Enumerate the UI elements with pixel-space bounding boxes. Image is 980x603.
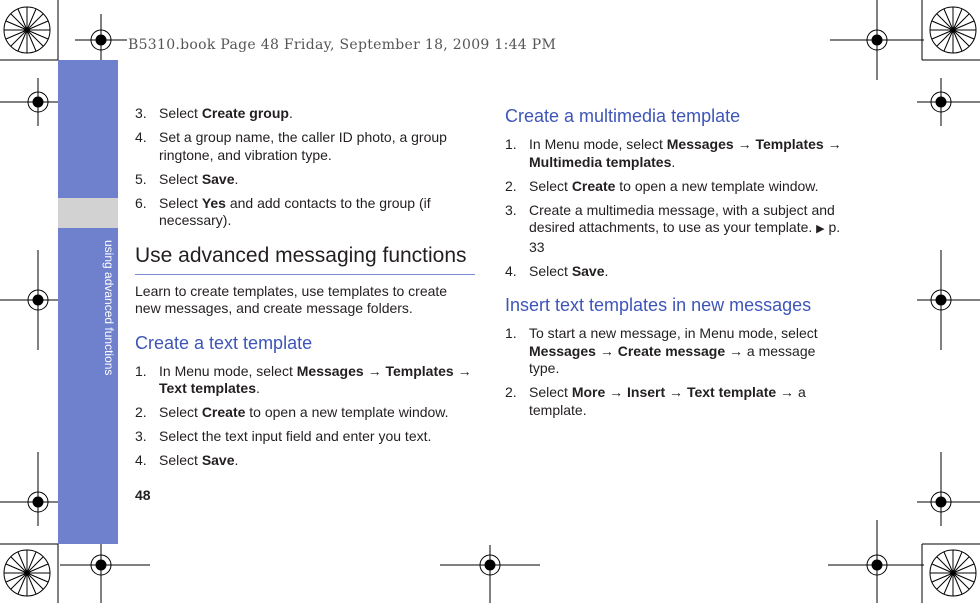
step-number: 6.	[135, 194, 147, 211]
step-text: Select Yes and add contacts to the group (if necessary).	[159, 194, 431, 228]
step-text: Select More → Insert → Text template → a template.	[529, 384, 806, 418]
step-text: In Menu mode, select Messages → Templates → Text templates.	[159, 362, 472, 396]
section-title: Use advanced messaging functions	[135, 244, 475, 275]
crosshair-icon	[75, 14, 127, 66]
step-text: Create a multimedia message, with a subject and desired attachments, to use as your template. ▶ p. 33	[529, 201, 841, 255]
list-item	[505, 325, 845, 378]
step-number: 5.	[135, 170, 147, 187]
step-number: 2.	[505, 384, 517, 400]
list-item	[135, 452, 475, 470]
list-item	[505, 178, 845, 196]
list-item	[135, 363, 475, 398]
step-number: 4.	[135, 452, 147, 468]
list-item	[135, 105, 475, 123]
list-item	[505, 136, 845, 171]
step-number: 1.	[505, 325, 517, 341]
crosshair-icon	[917, 78, 980, 126]
starburst-icon	[4, 550, 50, 596]
step-number: 3.	[135, 105, 147, 121]
crosshair-icon	[828, 520, 924, 603]
step-number: 2.	[505, 177, 517, 194]
step-number: 4.	[505, 262, 517, 279]
right-column	[505, 105, 845, 426]
step-number: 1.	[135, 362, 147, 379]
step-text: Select Create group.	[159, 105, 293, 121]
subsection-title: Insert text templates in new messages	[505, 295, 812, 315]
section-intro: Learn to create templates, use templates to create new messages, and create message folders.	[135, 282, 448, 316]
step-number: 2.	[135, 404, 147, 420]
list-item	[135, 129, 475, 164]
crosshair-icon	[0, 452, 62, 526]
step-number: 4.	[135, 129, 147, 145]
crosshair-icon	[440, 545, 540, 603]
step-text: Select Save.	[159, 452, 239, 468]
starburst-icon	[930, 550, 976, 596]
crosshair-icon	[917, 250, 980, 350]
step-text: Select Create to open a new template window.	[529, 177, 819, 194]
left-column	[135, 105, 475, 476]
step-text: To start a new message, in Menu mode, select Messages → Create message → a message type.	[529, 325, 818, 376]
subsection-title: Create a multimedia template	[505, 106, 741, 126]
list-item	[505, 263, 845, 281]
step-number: 3.	[135, 428, 147, 444]
crosshair-icon	[917, 452, 980, 526]
step-text: Select Create to open a new template window.	[159, 404, 449, 420]
book-info-header: B5310.book Page 48 Friday, September 18, 2009 1:44 PM	[128, 37, 557, 53]
list-item	[135, 195, 475, 230]
side-tab	[58, 198, 118, 228]
subsection-title: Create a text template	[135, 332, 313, 353]
crosshair-icon	[0, 250, 62, 350]
section-side-label: using advanced functions	[102, 240, 116, 376]
list-item	[135, 428, 475, 446]
step-number: 3.	[505, 201, 517, 218]
list-item	[505, 202, 845, 257]
crosshair-icon	[830, 0, 924, 80]
step-text: Select the text input field and enter you text.	[159, 428, 432, 444]
step-text: Set a group name, the caller ID photo, a group ringtone, and vibration type.	[159, 129, 447, 163]
page-number: 48	[135, 487, 151, 503]
step-number: 1.	[505, 136, 517, 152]
list-item	[135, 404, 475, 422]
crosshair-icon	[0, 78, 62, 126]
step-text: In Menu mode, select Messages → Templates → Multimedia templates.	[529, 136, 842, 170]
list-item	[135, 171, 475, 189]
starburst-icon	[4, 7, 50, 53]
step-text: Select Save.	[529, 262, 609, 279]
list-item	[505, 384, 845, 419]
page-ref-arrow-icon: ▶	[816, 223, 825, 235]
starburst-icon	[930, 7, 976, 53]
step-text: Select Save.	[159, 170, 239, 187]
